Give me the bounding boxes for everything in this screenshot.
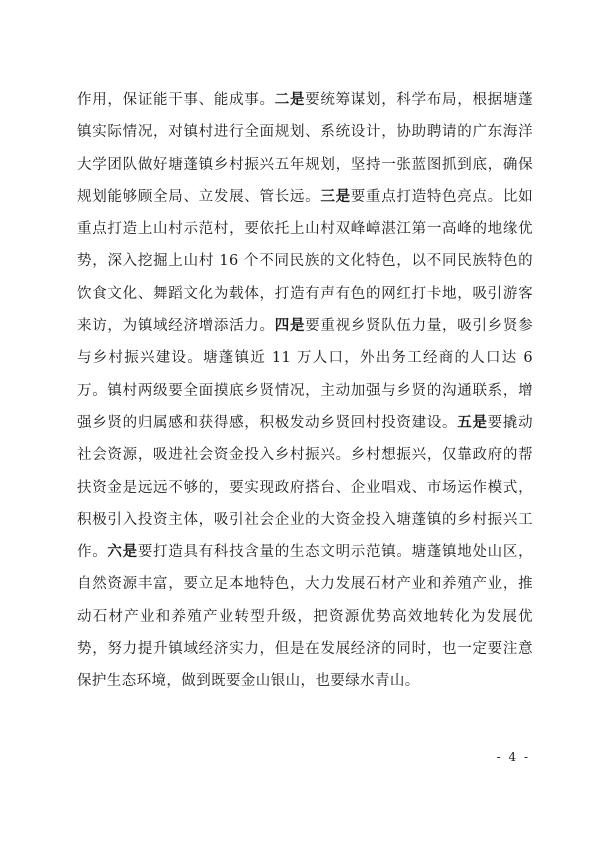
point-label-four: 四是 <box>274 317 306 335</box>
point-label-six: 六是 <box>107 543 138 561</box>
point-label-three: 三是 <box>320 187 351 205</box>
text-run-3: 要重点打造特色亮点。比如重点打造上山村示范村，要依托上山村双峰嶂湛江第一高峰的地缘优势，深入挖掘上山村 16 个不同民族的文化特色，以不同民族特色的饮食文化、舞蹈文化为载体，打造有声有色的网红打卡地，吸引游客来访，为镇域经济增添活力。 <box>77 188 533 335</box>
text-run-1: 作用，保证能干事、能成事。 <box>77 92 275 108</box>
text-run-5: 要撬动社会资源，吸进社会资金投入乡村振兴。乡村想振兴，仅靠政府的帮扶资金是远远不够的，要实现政府搭台、企业唱戏、市场运作模式，积极引入投资主体，吸引社会企业的大资金投入塘蓬镇的乡村振兴工作。 <box>77 414 533 561</box>
text-run-6: 要打造具有科技含量的生态文明示范镇。塘蓬镇地处山区，自然资源丰富，要立足本地特色，大力发展石材产业和养殖产业，推动石材产业和养殖产业转型升级，把资源优势高效地转化为发展优势，努力提升镇域经济实力，但是在发展经济的同时，也一定要注意保护生态环境，做到既要金山银山，也要绿水青山。 <box>77 544 533 690</box>
page-number: - 4 - <box>496 750 530 764</box>
body-paragraph <box>77 84 533 698</box>
text-run-4: 要重视乡贤队伍力量，吸引乡贤参与乡村振兴建设。塘蓬镇近 11 万人口，外出务工经商的人口达 6 万。镇村两级要全面摸底乡贤情况，主动加强与乡贤的沟通联系，增强乡贤的归属感和获得感，积极发动乡贤回村投资建设。 <box>77 318 533 431</box>
text-run-2: 要统筹谋划，科学布局，根据塘蓬镇实际情况，对镇村进行全面规划、系统设计，协助聘请的广东海洋大学团队做好塘蓬镇乡村振兴五年规划，坚持一张蓝图抓到底，确保规划能够顾全局、立发展、管长远。 <box>77 92 533 205</box>
point-label-two: 二是 <box>274 91 306 108</box>
point-label-five: 五是 <box>457 413 488 431</box>
